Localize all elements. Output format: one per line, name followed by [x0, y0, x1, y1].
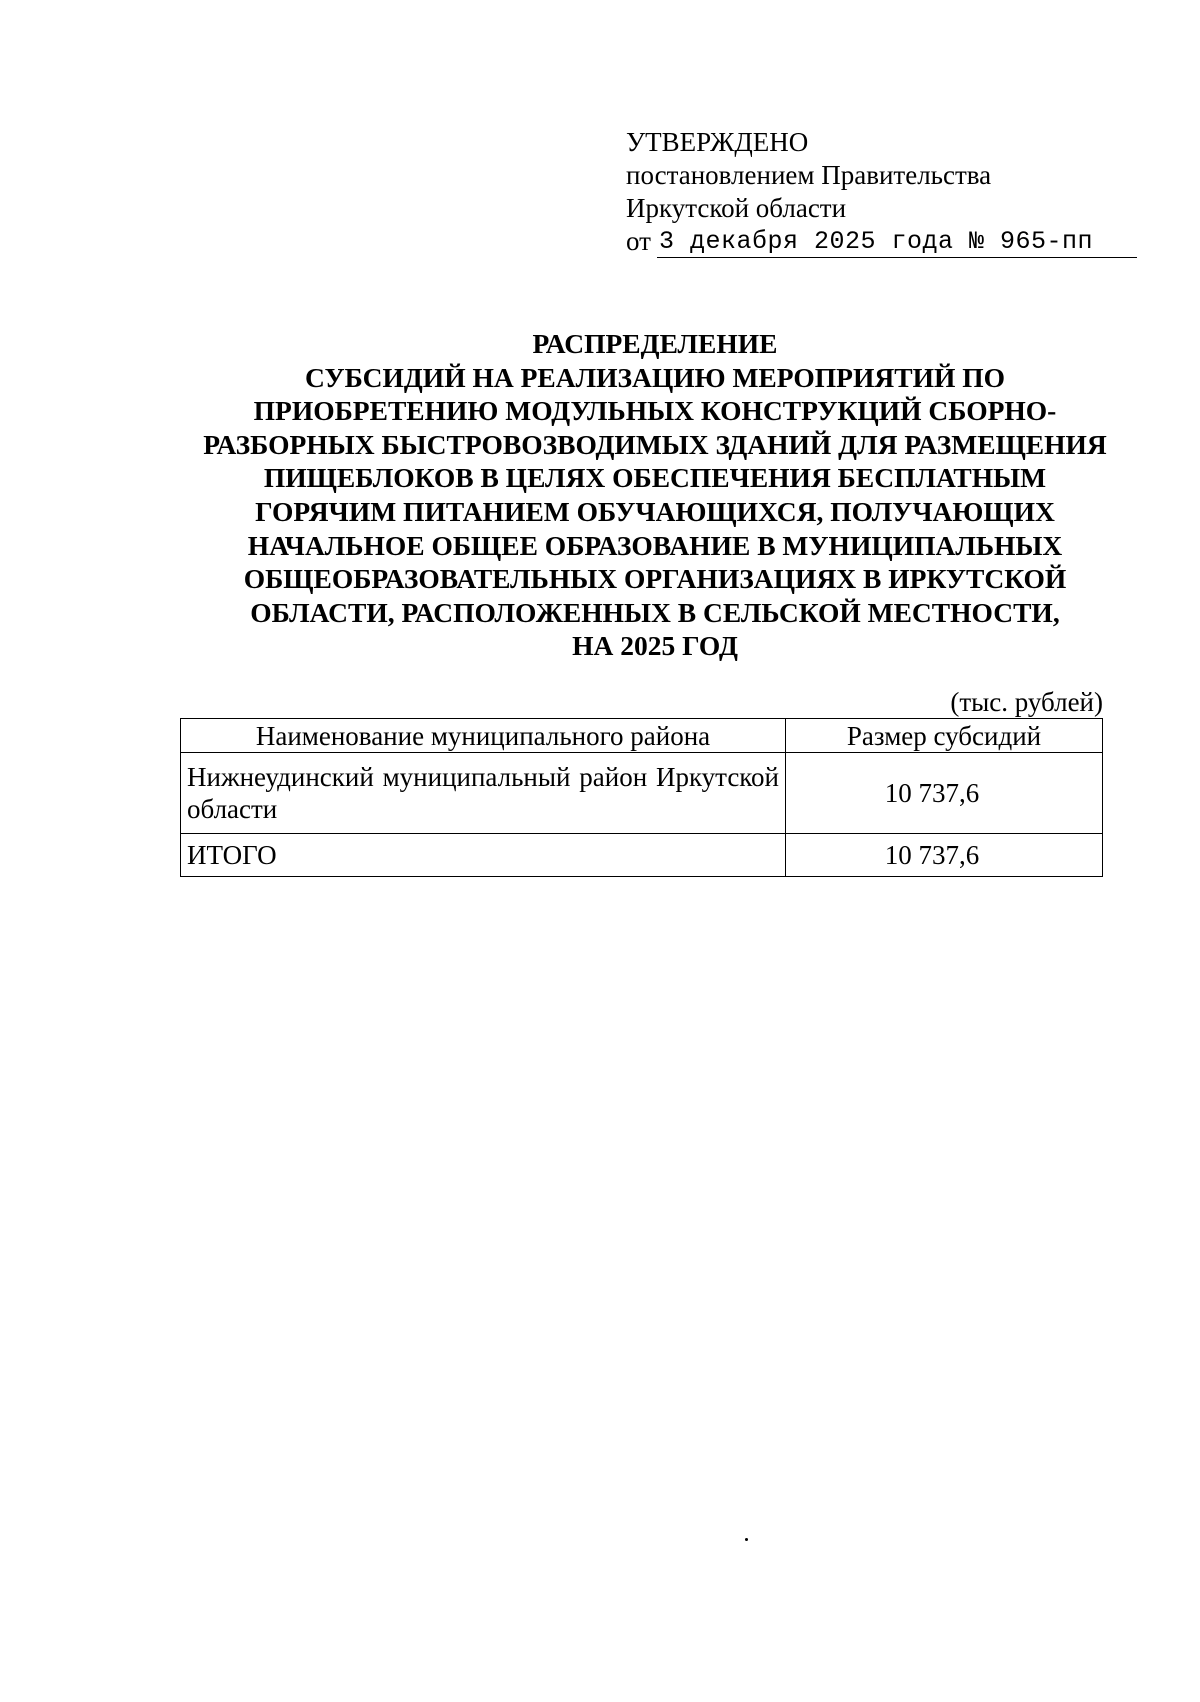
document-title	[170, 327, 1140, 663]
scan-speck	[745, 1538, 748, 1541]
title-line: РАЗБОРНЫХ БЫСТРОВОЗВОДИМЫХ ЗДАНИЙ ДЛЯ РАЗМЕЩЕНИЯ	[203, 428, 1107, 460]
subsidy-amount-cell: 10 737,6	[786, 753, 1103, 834]
table-total-row	[181, 834, 1103, 877]
header-subsidy-amount: Размер субсидий	[786, 719, 1103, 753]
approval-date-prefix: от	[626, 226, 651, 256]
title-line: ПРИОБРЕТЕНИЮ МОДУЛЬНЫХ КОНСТРУКЦИЙ СБОРНО-	[253, 395, 1057, 427]
title-line: ПИЩЕБЛОКОВ В ЦЕЛЯХ ОБЕСПЕЧЕНИЯ БЕСПЛАТНЫМ	[263, 462, 1047, 494]
approval-date-value: 3 декабря 2025 года № 965-пп	[657, 227, 1137, 258]
approval-block	[626, 126, 1137, 258]
title-line: ОБЛАСТИ, РАСПОЛОЖЕННЫХ В СЕЛЬСКОЙ МЕСТНОСТИ,	[250, 596, 1060, 628]
total-amount-cell: 10 737,6	[786, 834, 1103, 877]
title-line: РАСПРЕДЕЛЕНИЕ	[532, 328, 778, 359]
district-name-cell: Нижнеудинский муниципальный район Иркутской области	[181, 753, 786, 834]
header-district-name: Наименование муниципального района	[181, 719, 786, 753]
title-line: НА 2025 ГОД	[572, 630, 738, 662]
approval-line: Иркутской области	[626, 193, 847, 223]
approval-line: постановлением Правительства	[626, 160, 992, 190]
table-row	[181, 753, 1103, 834]
title-line: ОБЩЕОБРАЗОВАТЕЛЬНЫХ ОРГАНИЗАЦИЯХ В ИРКУТСКОЙ	[243, 563, 1067, 595]
title-line: ГОРЯЧИМ ПИТАНИЕМ ОБУЧАЮЩИХСЯ, ПОЛУЧАЮЩИХ	[255, 495, 1055, 527]
units-note: (тыс. рублей)	[950, 687, 1103, 717]
title-line: СУБСИДИЙ НА РЕАЛИЗАЦИЮ МЕРОПРИЯТИЙ ПО	[304, 361, 1006, 393]
approval-date-line	[626, 225, 1137, 258]
table-header-row	[181, 719, 1103, 753]
subsidy-table	[180, 718, 1103, 877]
total-label-cell: ИТОГО	[181, 834, 786, 877]
approval-heading: УТВЕРЖДЕНО	[626, 127, 809, 157]
title-line: НАЧАЛЬНОЕ ОБЩЕЕ ОБРАЗОВАНИЕ В МУНИЦИПАЛЬНЫХ	[247, 529, 1063, 561]
